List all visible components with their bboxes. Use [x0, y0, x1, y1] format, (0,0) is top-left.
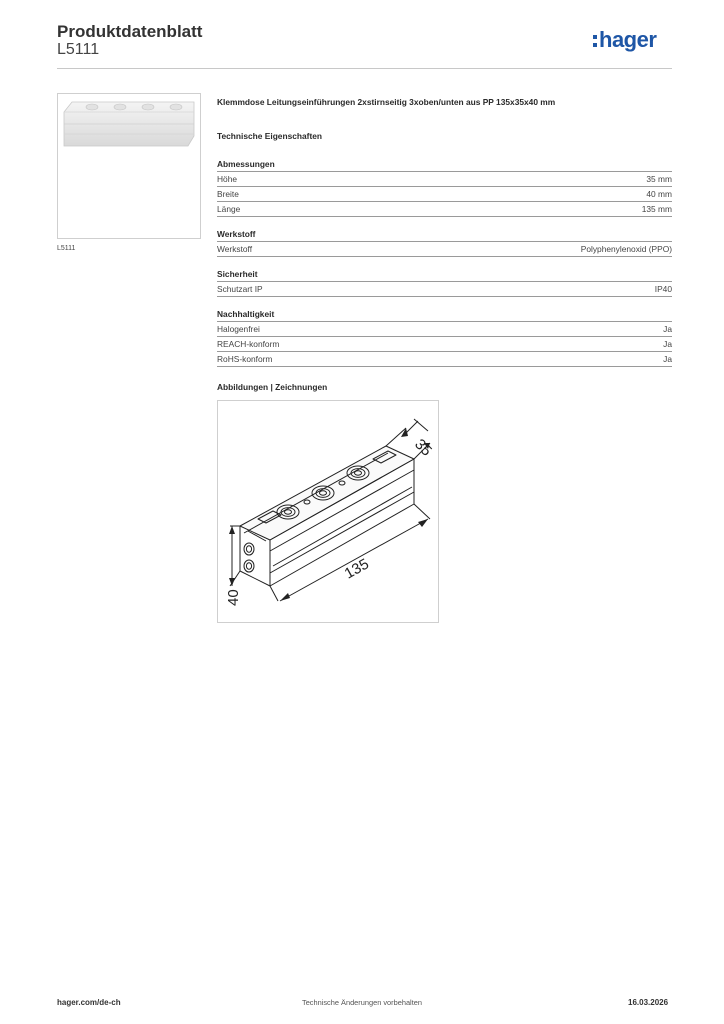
- article-number: L5111: [57, 41, 100, 58]
- spec-value: IP40: [654, 284, 672, 294]
- hager-logo: [591, 26, 675, 60]
- page-title: Produktdatenblatt: [57, 22, 203, 41]
- footer-notice: Technische Änderungen vorbehalten: [302, 998, 422, 1007]
- spec-value: 135 mm: [641, 204, 672, 214]
- spec-group-title: Werkstoff: [217, 229, 672, 242]
- spec-value: Ja: [663, 339, 672, 349]
- spec-group-sustainability: [217, 309, 672, 367]
- spec-value: Ja: [663, 354, 672, 364]
- spec-group-title: Abmessungen: [217, 159, 672, 172]
- spec-label: Länge: [217, 204, 241, 214]
- spec-row: [217, 187, 672, 202]
- spec-label: Breite: [217, 189, 239, 199]
- spec-row: [217, 282, 672, 297]
- spec-row: [217, 352, 672, 367]
- technical-drawing: [217, 400, 439, 623]
- spec-group-title: Sicherheit: [217, 269, 672, 282]
- product-thumbnail: [57, 93, 201, 239]
- spec-row: [217, 337, 672, 352]
- product-details: [217, 97, 672, 379]
- spec-label: REACH-konform: [217, 339, 280, 349]
- tech-properties-heading: Technische Eigenschaften: [217, 131, 323, 141]
- footer-website[interactable]: hager.com/de-ch: [57, 998, 121, 1007]
- spec-value: 35 mm: [646, 174, 672, 184]
- drawings-heading: Abbildungen | Zeichnungen: [217, 382, 328, 392]
- product-description: Klemmdose Leitungseinführungen 2xstirnseitig 3xoben/unten aus PP 135x35x40 mm: [217, 97, 556, 107]
- spec-group-title: Nachhaltigkeit: [217, 309, 672, 322]
- spec-group-safety: [217, 269, 672, 297]
- spec-value: Ja: [663, 324, 672, 334]
- spec-label: Halogenfrei: [217, 324, 260, 334]
- logo-text: hager: [599, 27, 657, 52]
- spec-group-material: [217, 229, 672, 257]
- footer-date: 16.03.2026: [628, 998, 669, 1007]
- dimension-depth-label: 35: [411, 435, 435, 460]
- spec-label: Werkstoff: [217, 244, 253, 254]
- spec-group-dimensions: [217, 159, 672, 217]
- spec-label: RoHS-konform: [217, 354, 273, 364]
- spec-row: [217, 242, 672, 257]
- thumbnail-caption: L5111: [57, 245, 76, 252]
- spec-row: [217, 202, 672, 217]
- spec-label: Höhe: [217, 174, 238, 184]
- header-divider: [57, 68, 672, 69]
- spec-value: Polyphenylenoxid (PPO): [580, 244, 672, 254]
- dimension-height-label: 40: [225, 589, 242, 606]
- spec-label: Schutzart IP: [217, 284, 263, 294]
- spec-value: 40 mm: [646, 189, 672, 199]
- spec-row: [217, 172, 672, 187]
- spec-row: [217, 322, 672, 337]
- dimension-drawing: [218, 401, 438, 622]
- product-photo: [58, 94, 200, 238]
- dimension-length-label: 135: [341, 555, 372, 583]
